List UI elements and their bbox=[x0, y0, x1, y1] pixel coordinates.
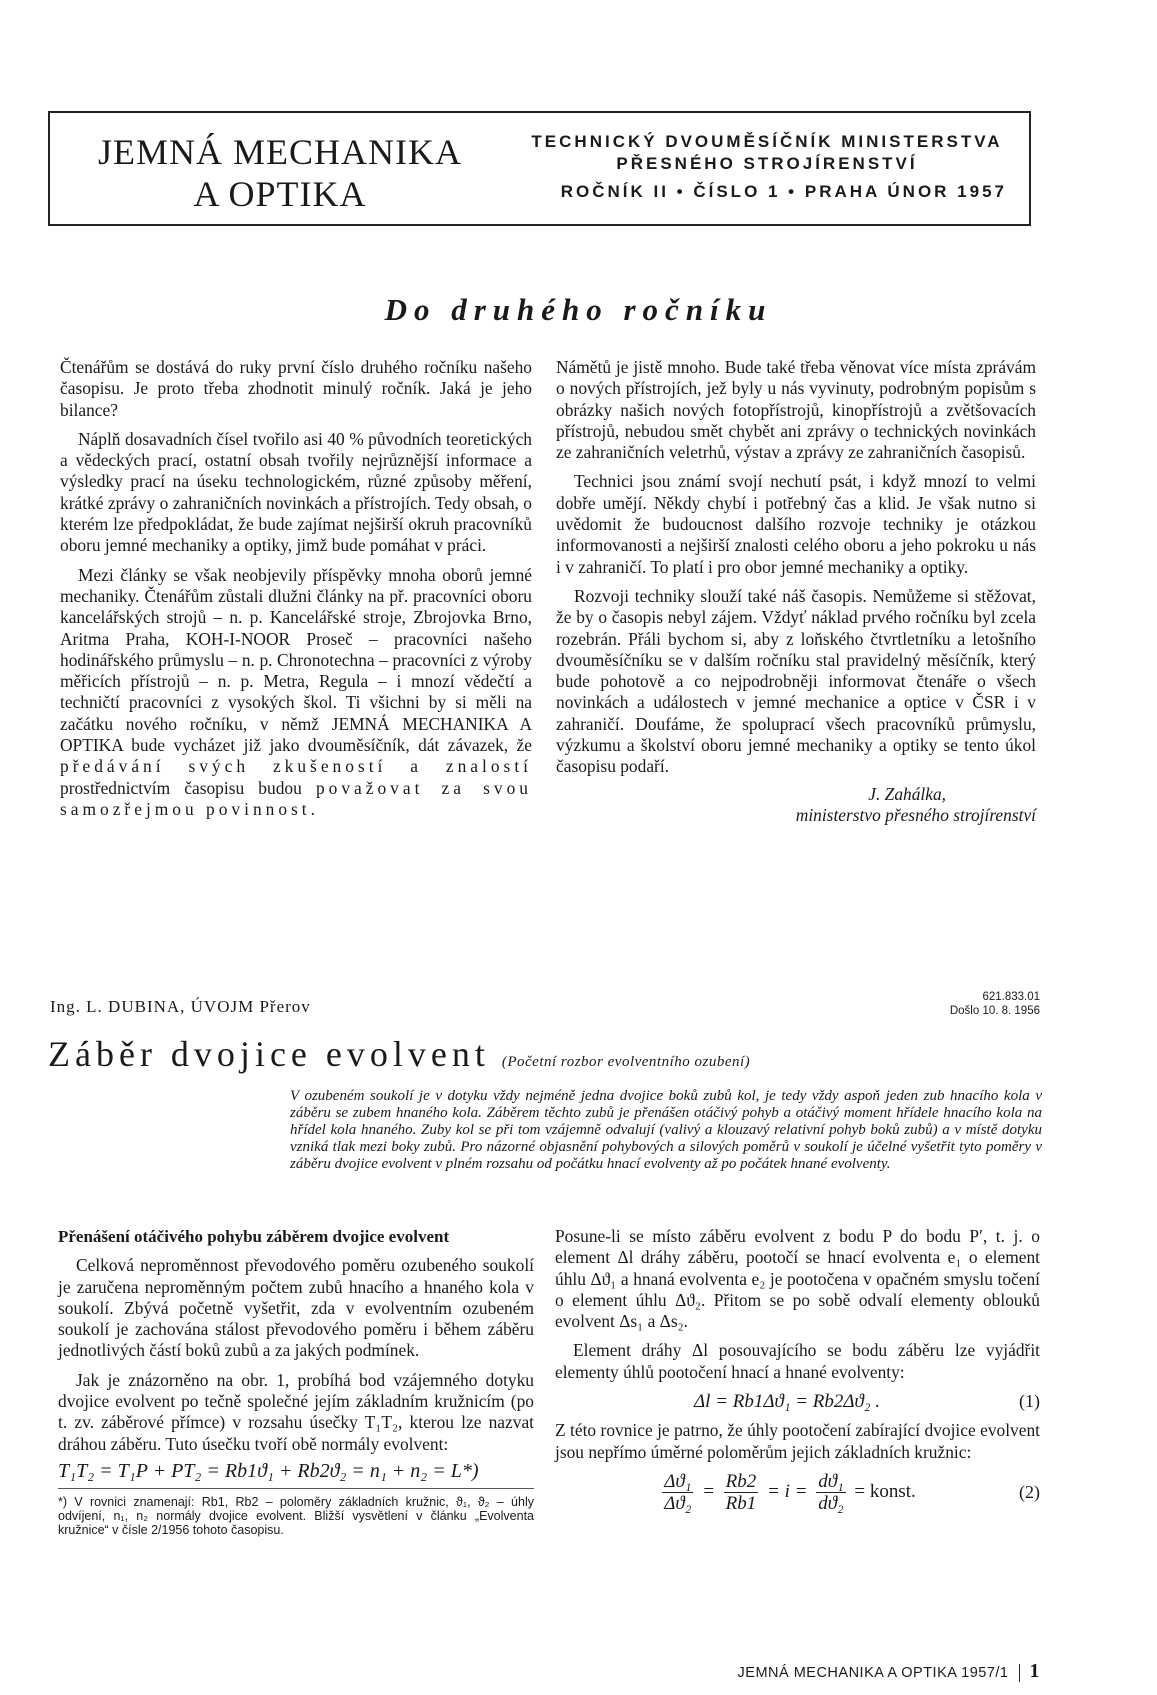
subtitle-line1: TECHNICKÝ DVOUMĚSÍČNÍK MINISTERSTVA bbox=[531, 132, 1003, 151]
fraction-numerator: Rb2 bbox=[725, 1470, 757, 1492]
fraction-denominator: Rb1 bbox=[725, 1493, 757, 1515]
subtitle-line2: PŘESNÉHO STROJÍRENSTVÍ bbox=[616, 154, 918, 173]
article-heading bbox=[48, 1033, 1048, 1075]
spaced-text: předávání svých zkušeností a znalostí bbox=[60, 756, 532, 777]
equation-2 bbox=[555, 1471, 1040, 1515]
article-author: Ing. L. DUBINA, ÚVOJM Přerov bbox=[50, 997, 311, 1016]
page-number: 1 bbox=[1029, 1660, 1040, 1682]
journal-title bbox=[70, 131, 490, 215]
fraction-denominator: Δϑ₂ bbox=[664, 1493, 692, 1515]
fraction-numerator: Δϑ₁ bbox=[664, 1470, 692, 1492]
equation-2-number: (2) bbox=[1019, 1482, 1040, 1503]
editorial-paragraph: Náplň dosavadních čísel tvořilo asi 40 % původních teoretických a vědeckých prací, ostatní obsah tvořily nejrůznější informace a výsledky prací na úseku technologickém, různé způsoby měření, krátké zprávy o zahraničních novinkách a přístrojích. Tedy obsah, o kterém lze předpokládat, že bude zajímat nejširší okruh pracovníků oboru jemné mechaniky a optiky, jimž bude pomáhat v práci. bbox=[60, 428, 532, 556]
fraction bbox=[724, 1471, 759, 1515]
equation-2-middle: = i = bbox=[767, 1481, 808, 1503]
editorial-paragraph bbox=[60, 565, 532, 821]
editorial-right-column bbox=[556, 357, 1036, 826]
footer-journal: JEMNÁ MECHANIKA A OPTIKA 1957/1 bbox=[737, 1665, 1009, 1681]
equation-path-of-contact: T₁T₂ = T₁P + PT₂ = Rb1ϑ₁ + Rb2ϑ₂ = n₁ + n₂ = L*) bbox=[58, 1459, 479, 1482]
article-subtitle: (Početní rozbor evolventního ozubení) bbox=[501, 1054, 751, 1070]
article-paragraph: Jak je znázorněno na obr. 1, probíhá bod vzájemného dotyku dvojice evolvent po tečně společné jejím základním kružnicím (po t. zv. záběrové přímce) v rozsahu úsečky T₁T₂, kterou lze nazvat dráhou záběru. Tuto úsečku tvoří obě normály evolvent: bbox=[58, 1369, 534, 1454]
article-paragraph: Z této rovnice je patrno, že úhly pootočení zabírající dvojice evolvent jsou nepřímo úměrné poloměrům jejich základních kružnic: bbox=[555, 1420, 1040, 1462]
journal-title-line1: JEMNÁ MECHANIKA bbox=[98, 132, 462, 172]
issue-info: ROČNÍK II • ČÍSLO 1 • PRAHA ÚNOR 1957 bbox=[560, 182, 1007, 201]
page-footer bbox=[700, 1660, 1040, 1683]
article-classification bbox=[925, 990, 1040, 1018]
fraction bbox=[816, 1471, 845, 1515]
editorial-text: Mezi články se však neobjevily příspěvky mnoha oborů jemné mechaniky. Čtenářům zůstali dlužni články na př. pracovníci oboru kancelářských strojů – n. p. Kancelářské stroje, Zbrojovka Brno, Aritma Praha, KOH-I-NOOR Proseč – pracovníci našeho hodinářského průmyslu – n. p. Chronotechna – pracovníci z výroby měřicích přístrojů – n. p. Metra, Regula – i mnozí vědečtí a techničtí pracovníci z vysokých škol. Ti všichni by si měli na začátku nového ročníku, v němž JEMNÁ MECHANIKA A OPTIKA bude vycházet již jako dvouměsíčník, dát závazek, že bbox=[60, 564, 532, 756]
article-left-column bbox=[58, 1226, 534, 1537]
journal-title-line2: A OPTIKA bbox=[193, 174, 367, 214]
journal-subtitle bbox=[527, 131, 1007, 203]
signature-name: J. Zahálka, bbox=[868, 783, 946, 804]
equation-1-number: (1) bbox=[1019, 1391, 1040, 1412]
editorial-text: prostřednictvím časopisu budou bbox=[60, 777, 302, 798]
equation-1 bbox=[555, 1391, 1040, 1412]
received-date: Došlo 10. 8. 1956 bbox=[949, 1005, 1040, 1017]
article-paragraph: Celková neproměnnost převodového poměru ozubeného soukolí je zaručena neproměnným počtem zubů hnacího a hnaného kola v soukolí. Zbývá početně vyšetřit, zda v evolventním ozubeném soukolí je zachována stálost převodového poměru i během záběru jednotlivých částí boků zubů a za jakých podmínek. bbox=[58, 1255, 534, 1361]
editorial-left-column bbox=[60, 357, 532, 820]
masthead bbox=[48, 111, 1031, 226]
equation-2-end: = konst. bbox=[854, 1481, 916, 1503]
section-heading: Přenášení otáčivého pohybu záběrem dvojice evolvent bbox=[58, 1227, 450, 1246]
editorial-paragraph: Námětů je jistě mnoho. Bude také třeba věnovat více místa zprávám o nových přístrojích, jež byly u nás vyvinuty, podrobným popisům s obrázky našich nových fotopřístrojů, kinopřístrojů a zvětšovacích přístrojů, nebudou smět chybět ani zprávy o technických novinkách ze zahraničních veletrhů, výstav a zprávy ze zahraničních časopisů. bbox=[556, 357, 1036, 463]
footnote: *) V rovnici znamenají: Rb1, Rb2 – poloměry základních kružnic, ϑ₁, ϑ₂ – úhly odvíjení, n₁, n₂ normály dvojice evolvent. Bližší vysvětlení v článku „Evolventa kružnice“ v čísle 2/1956 tohoto časopisu. bbox=[58, 1488, 534, 1537]
equation-2-body: $\frac{\text{Δϑ₁}}{\text{Δϑ₂}}$ = $\frac{Rb2}{Rb1}$ = i = $\frac{\text{dϑ₁}}{\text{dϑ₂}}$ = konst. bbox=[664, 1470, 916, 1515]
fraction bbox=[662, 1471, 693, 1515]
fraction-numerator: dϑ₁ bbox=[818, 1470, 844, 1492]
fraction-denominator: dϑ₂ bbox=[818, 1493, 844, 1515]
signature-org: ministerstvo přesného strojírenství bbox=[795, 804, 1036, 825]
article-paragraph: Element dráhy Δl posouvajícího se bodu záběru lze vyjádřit elementy úhlů pootočení hnací a hnané evolventy: bbox=[555, 1340, 1040, 1382]
editorial-paragraph: Technici jsou známí svojí nechutí psát, i když mnozí to velmi dobře umějí. Někdy chybí i potřebný čas a klid. Je však nutno si uvědomit že budoucnost dalšího rozvoje techniky je otázkou informovanosti a nejširší znalosti celého oboru a jeho pokroku u nás i v zahraničí. To platí i pro obor jemné mechaniky a optiky. bbox=[556, 471, 1036, 577]
footer-separator bbox=[1019, 1664, 1020, 1682]
editorial-title: Do druhého ročníku bbox=[384, 292, 773, 327]
article-abstract: V ozubeném soukolí je v dotyku vždy nejméně jedna dvojice boků zubů kol, je tedy vždy aspoň jeden zub hnacího kola v záběru se zubem hnaného kola. Záběrem těchto zubů je přenášen otáčivý pohyb a otáčivý moment hřídele hnacího kola na hřídel kola hnaného. Zuby kol se při tom vzájemně odvalují (valivý a klouzavý relativní pohyb boků zubů) a v místě dotyku vzniká tlak mezi boky zubů. Pro názorné objasnění pohybových a silových poměrů v soukolí je účelné vyšetřit tyto poměry v záběru dvojice evolvent v plném rozsahu od počátku hnací evolventy až po počátek hnané evolventy. bbox=[290, 1088, 1042, 1172]
article-paragraph: Posune-li se místo záběru evolvent z bodu P do bodu P′, t. j. o element Δl dráhy záběru, pootočí se hnací evolventa e₁ o element úhlu Δϑ₁ a hnaná evolventa e₂ je pootočena v opačném smyslu točení o element úhlu Δϑ₂. Přitom se po sobě odvalí elementy oblouků evolvent Δs₁ a Δs₂. bbox=[555, 1226, 1040, 1332]
article-right-column bbox=[555, 1226, 1040, 1523]
equation-1-body: Δl = Rb1Δϑ₁ = Rb2Δϑ₂ . bbox=[694, 1391, 880, 1413]
editorial-paragraph: Čtenářům se dostává do ruky první číslo druhého ročníku našeho časopisu. Je proto třeba zhodnotit minulý ročník. Jaká je jeho bilance? bbox=[60, 357, 532, 420]
editorial-paragraph: Rozvoji techniky slouží také náš časopis. Nemůžeme si stěžovat, že by o časopis nebyl zájem. Vždyť náklad prvého ročníku byl zcela rozebrán. Přáli bychom si, aby z loňského čtvrtletníku a letošního dvouměsíčníku se v dalším ročníku stal pravidelný měsíčník, který bude pohotově a co nejpodrobněji informovat čtenáře o všech novinkách a událostech v jemné mechanice a optice v ČSR i v zahraničí. Doufáme, že spoluprací všech pracovníků průmyslu, výzkumu a školství oboru jemné mechaniky a optiky se tento úkol časopisu podaří. bbox=[556, 585, 1036, 777]
udc-code: 621.833.01 bbox=[982, 991, 1040, 1003]
article-title: Záběr dvojice evolvent bbox=[48, 1034, 490, 1074]
spaced-text: považovat za svou samozřejmou povinnost. bbox=[60, 777, 532, 819]
